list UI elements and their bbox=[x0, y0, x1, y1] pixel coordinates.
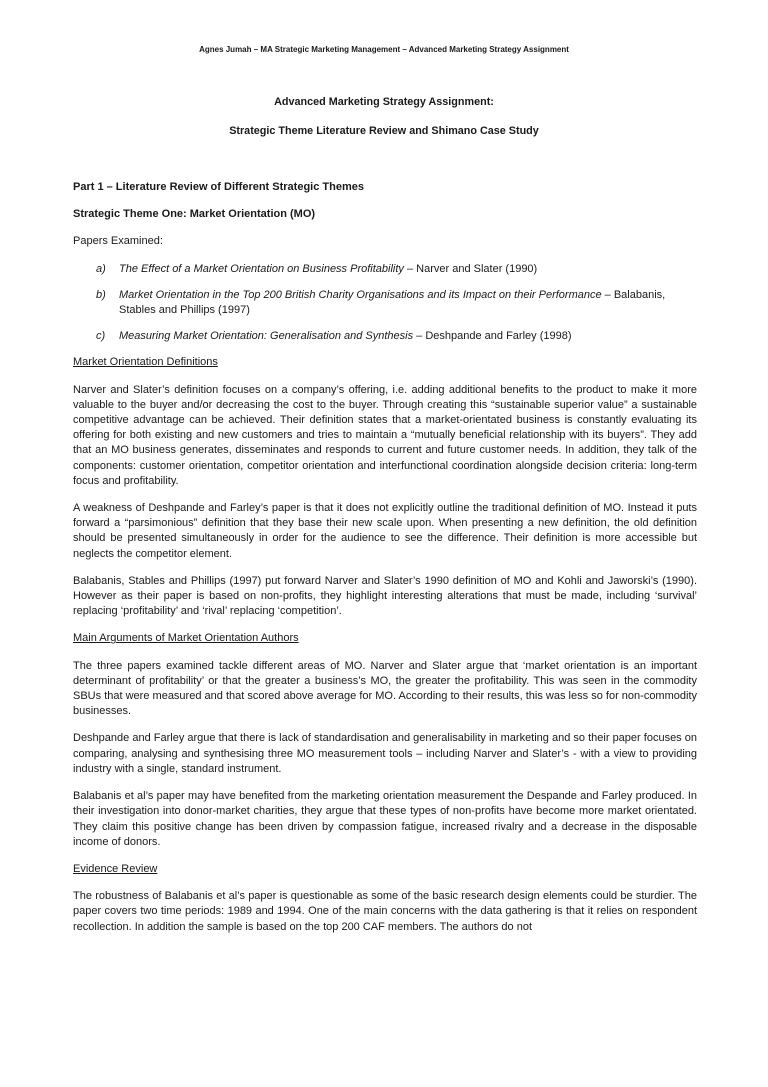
paragraph: Deshpande and Farley argue that there is lack of standardisation and generalisability in marketing and so their paper focuses on comparing, analysing and synthesising three MO measurement tools – including Narver and Slater’s - with a view to providing industry with a single, standard instrument. bbox=[73, 732, 697, 775]
paper-title: Measuring Market Orientation: Generalisation and Synthesis bbox=[119, 330, 414, 343]
evidence-heading: Evidence Review bbox=[73, 862, 158, 875]
paragraph: The robustness of Balabanis et al’s paper is questionable as some of the basic research design elements could be sturdier. The paper covers two time periods: 1989 and 1994. One of the main concerns with the data gathering is that it relies on respondent recollection. In addition the sample is based on the top 200 CAF members. The authors do not bbox=[73, 890, 697, 933]
paragraph: The three papers examined tackle different areas of MO. Narver and Slater argue that ‘market orientation is an important determinant of profitability’ or that the greater a business’s MO, the greater the profitability. This was seen in the commodity SBUs that were measured and that scored above average for MO. According to their results, this was less so for non-commodity businesses. bbox=[73, 659, 697, 718]
document-body bbox=[73, 180, 697, 947]
paper-marker: a) bbox=[96, 262, 106, 275]
document-title: Advanced Marketing Strategy Assignment: bbox=[274, 96, 494, 108]
paper-authors: – Narver and Slater (1990) bbox=[403, 262, 538, 275]
definitions-heading: Market Orientation Definitions bbox=[73, 356, 218, 369]
paper-item bbox=[73, 288, 697, 318]
part-heading: Part 1 – Literature Review of Different Strategic Themes bbox=[73, 181, 364, 193]
paragraph: Balabanis et al’s paper may have benefited from the marketing orientation measurement the Despande and Farley produced. In their investigation into donor-market charities, they argue that these types of non-profits have become more market orientated. They claim this positive change has been driven by compassion fatigue, increased rivalry and a decrease in the disposable income of donors. bbox=[73, 790, 697, 848]
papers-label: Papers Examined: bbox=[73, 235, 163, 248]
paper-item bbox=[73, 329, 697, 344]
paragraph: A weakness of Deshpande and Farley’s paper is that it does not explicitly outline the traditional definition of MO. Instead it puts forward a “parsimonious” definition that they base their new scale upon. When presenting a new definition, the old definition should be presented simultaneously in order for the audience to see the difference. Their definition is more accessible but neglects the competitor element. bbox=[73, 502, 697, 560]
paper-item bbox=[73, 262, 697, 277]
theme-heading: Strategic Theme One: Market Orientation (MO) bbox=[73, 208, 316, 221]
paper-authors: – Balabanis, Stables and Phillips (1997) bbox=[119, 288, 666, 317]
running-header: Agnes Jumah – MA Strategic Marketing Management – Advanced Marketing Strategy Assignment bbox=[199, 45, 569, 54]
paragraph: Balabanis, Stables and Phillips (1997) put forward Narver and Slater’s 1990 definition of MO and Kohli and Jaworski’s (1990). However as their paper is based on non-profits, they highlight interesting alterations that must be made, including ‘survival’ replacing ‘profitability’ and ‘rival’ replacing ‘competition’. bbox=[73, 574, 697, 618]
paper-marker: c) bbox=[96, 330, 106, 343]
document-subtitle: Strategic Theme Literature Review and Shimano Case Study bbox=[229, 125, 539, 137]
paragraph: Narver and Slater’s definition focuses on a company’s offering, i.e. adding additional benefits to the product to make it more valuable to the buyer and/or decreasing the cost to the buyer. Through creating this “sustainable superior value” a sustainable competitive advantage can be achieved. Their definition states that a market-orientated business is constantly evaluating its offering for both existing and new customers and tries to maintain a “mutually beneficial relationship with its buyers”. They add that an MO business generates, disseminates and responds to current and future customer needs. In addition, they talk of the components: customer orientation, competitor orientation and interfunctional coordination alongside decision criteria: long-term focus and profitability. bbox=[73, 383, 697, 487]
paper-authors: – Deshpande and Farley (1998) bbox=[413, 330, 572, 343]
arguments-heading: Main Arguments of Market Orientation Authors bbox=[73, 632, 299, 645]
paper-title: The Effect of a Market Orientation on Business Profitability bbox=[119, 262, 404, 275]
papers-list bbox=[73, 262, 697, 345]
paper-title: Market Orientation in the Top 200 British Charity Organisations and its Impact on their Performance bbox=[119, 288, 602, 301]
paper-marker: b) bbox=[96, 288, 106, 301]
